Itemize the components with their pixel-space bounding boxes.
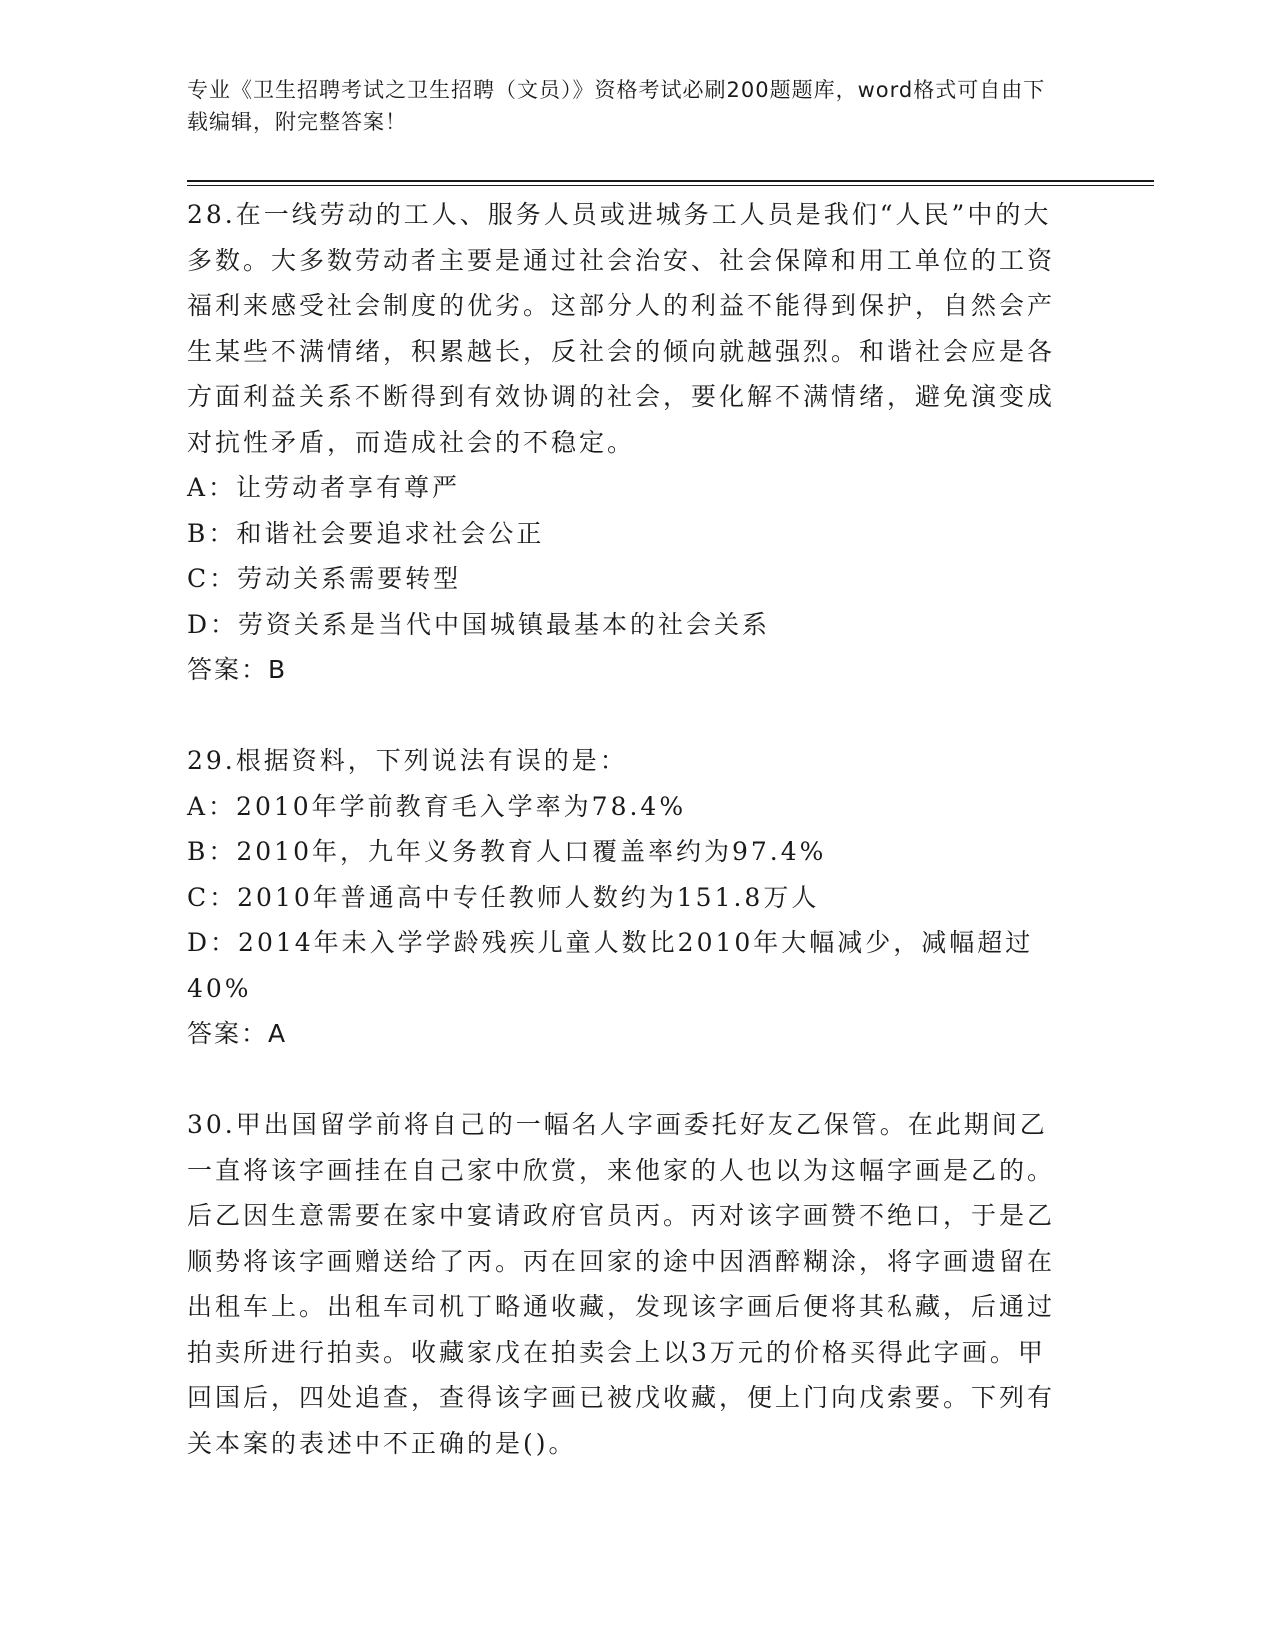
question-list xyxy=(187,192,1067,1466)
option-a: A：让劳动者享有尊严 xyxy=(187,473,461,502)
question-spacer xyxy=(187,1057,1067,1103)
question-spacer xyxy=(187,693,1067,739)
question-29 xyxy=(187,738,1067,1057)
question-30 xyxy=(187,1102,1067,1466)
header-title: 专业《卫生招聘考试之卫生招聘（文员）》资格考试必刷200题题库，word格式可自由下载编辑，附完整答案！ xyxy=(187,78,1046,134)
answer-line: 答案：A xyxy=(187,1019,288,1048)
question-stem: 29.根据资料，下列说法有误的是： xyxy=(187,746,628,775)
header-divider xyxy=(187,180,1154,182)
option-d: D：劳资关系是当代中国城镇最基本的社会关系 xyxy=(187,609,771,639)
question-stem: 30.甲出国留学前将自己的一幅名人字画委托好友乙保管。在此期间乙一直将该字画挂在自己家中欣赏，来他家的人也以为这幅字画是乙的。后乙因生意需要在家中宴请政府官员丙。丙对该字画赞不绝口，于是乙顺势将该字画赠送给了丙。丙在回家的途中因酒醉糊涂，将字画遗留在出租车上。出租车司机丁略通收藏，发现该字画后便将其私藏，后通过拍卖所进行拍卖。收藏家戊在拍卖会上以3万元的价格买得此字画。甲回国后，四处追查，查得该字画已被戊收藏，便上门向戊索要。下列有关本案的表述中不正确的是()。 xyxy=(187,1110,1056,1458)
option-d: D：2014年未入学学龄残疾儿童人数比2010年大幅减少，减幅超过40% xyxy=(187,928,1034,1003)
option-b: B：2010年，九年义务教育人口覆盖率约为97.4% xyxy=(187,837,827,866)
option-c: C：劳动关系需要转型 xyxy=(187,564,462,593)
header-divider-thin xyxy=(187,185,1154,186)
question-28 xyxy=(187,192,1067,693)
option-b: B：和谐社会要追求社会公正 xyxy=(187,518,545,548)
answer-line: 答案：B xyxy=(187,655,288,684)
document-header xyxy=(187,74,1067,138)
option-c: C：2010年普通高中专任教师人数约为151.8万人 xyxy=(187,882,820,912)
option-a: A：2010年学前教育毛入学率为78.4% xyxy=(187,791,687,821)
question-stem: 28.在一线劳动的工人、服务人员或进城务工人员是我们“人民”中的大多数。大多数劳动者主要是通过社会治安、社会保障和用工单位的工资福利来感受社会制度的优劣。这部分人的利益不能得到保护，自然会产生某些不满情绪，积累越长，反社会的倾向就越强烈。和谐社会应是各方面利益关系不断得到有效协调的社会，要化解不满情绪，避免演变成对抗性矛盾，而造成社会的不稳定。 xyxy=(187,200,1056,457)
